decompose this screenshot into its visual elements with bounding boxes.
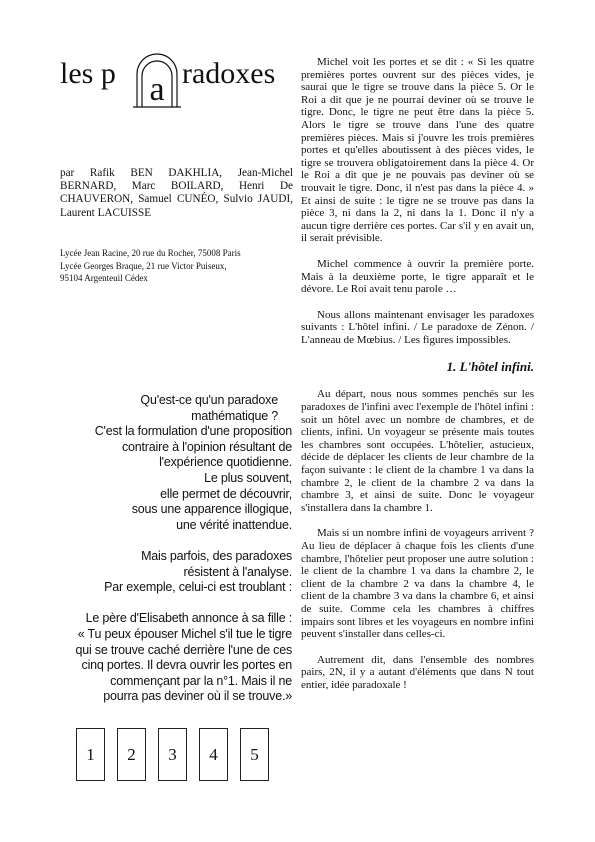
paragraph: Michel commence à ouvrir la première porte. Mais à la deuxième porte, le tigre apparaît et le dévore. Le Roi avait tenu parole … xyxy=(301,257,534,296)
paragraph: Autrement dit, dans l'ensemble des nombres pairs, 2N, il y a autant d'éléments que dans N tout entier, idée paradoxale ! xyxy=(301,653,534,691)
paragraph: Au départ, nous nous sommes penchés sur les paradoxes de l'infini avec l'exemple de l'hôtel infini : soit un hôtel avec un nombre de chambres, et de clients, infini. Un voyageur se présente mais toutes les chambres sont occupées. L'hôtelier, astucieux, décide de déplacer les clients de leur chambre de la façon suivante : le client de la chambre 1 va dans la chambre 2, le client de la chambre 2 va dans la chambre 3, et ainsi de suite. Donc le voyageur s'installera dans la chambre 1. xyxy=(301,388,534,514)
intro-definition: sous une apparence illogique, xyxy=(131,502,292,517)
section-title: 1. L'hôtel infini. xyxy=(446,359,534,375)
door-row xyxy=(76,728,276,781)
intro-story: qui se trouve caché derrière l'une de ces xyxy=(75,642,292,657)
paradox-logo-icon xyxy=(131,52,183,108)
intro-question: Qu'est-ce qu'un paradoxe xyxy=(140,393,278,407)
paragraph: Mais si un nombre infini de voyageurs arrivent ? Au lieu de déplacer à chaque fois les clients d'une chambre, l'hôtelier peut proposer une autre solution : le client de la chambre 1 va dans la chambre 2, le client de la chambre 2 va dans la chambre 4, le client de la chambre 3 va dans la chambre 6, et ainsi de suite. Comme cela les chambres à chiffres impairs sont libres et les voyageurs en nombre infini peuvent s'installer dans celles-ci. xyxy=(301,527,534,641)
intro-resist: Mais parfois, des paradoxes xyxy=(141,548,292,563)
intro-definition: l'expérience quotidienne. xyxy=(159,455,292,470)
page-title xyxy=(60,52,300,108)
door-5: 5 xyxy=(240,728,269,781)
door-1: 1 xyxy=(76,728,105,781)
title-suffix: radoxes xyxy=(182,57,276,90)
school-addresses xyxy=(60,247,293,285)
intro-resist: résistent à l'analyse. xyxy=(183,564,292,579)
paragraph: Michel voit les portes et se dit : « Si les quatre premières portes ouvrent sur des pièces vides, je saurai que le tigre se trouve dans la pièce 5. Or le Roi a dit que je ne pourrai deviner où se trouve le tigre. Donc, le tigre ne peut être dans la pièce 5. Alors le tigre se trouve dans l'une des quatre premières pièces. Mais si j'ouvre les trois premières portes et qu'elles aboutissent à des pièces vides, le tigre se trouvera obligatoirement dans la pièce 4. Or le Roi a dit que je ne pouvais pas deviner où se trouvait le tigre. Donc, il n'est pas dans la pièce 4. » Et ainsi de suite : le tigre ne se trouve pas dans la pièce 3, ni dans la 2, ni dans la 1. Donc il n'y a aucun tigre derrière ces portes. Car s'il y en avait un, il serait prévisible. xyxy=(301,56,534,245)
door-2: 2 xyxy=(117,728,146,781)
right-column xyxy=(301,56,534,692)
logo-letter: a xyxy=(149,71,165,108)
school-line: 95104 Argenteuil Cédex xyxy=(60,273,148,283)
title-prefix: les p xyxy=(60,57,116,90)
intro-definition: elle permet de découvrir, xyxy=(160,486,292,501)
school-line: Lycée Georges Braque, 21 rue Victor Puiseux, xyxy=(60,260,227,271)
door-4: 4 xyxy=(199,728,228,781)
intro-definition: C'est la formulation d'une proposition xyxy=(94,424,292,439)
intro-story: pourra pas deviner où il se trouve.» xyxy=(103,689,292,704)
intro-question: mathématique ? xyxy=(191,408,278,423)
intro-story: Le père d'Elisabeth annonce à sa fille : xyxy=(85,611,292,626)
author-list: par Rafik BEN DAKHLIA, Jean-Michel BERNARD, Marc BOILARD, Henri De CHAUVERON, Samuel CUNÉO, Sulvio JAUDI, Laurent LACUISSE xyxy=(60,167,293,219)
intro-definition: contraire à l'opinion résultant de xyxy=(121,439,292,454)
intro-story: cinq portes. Il devra ouvrir les portes en xyxy=(81,658,292,673)
paragraph: Nous allons maintenant envisager les paradoxes suivants : L'hôtel infini. / Le paradoxe de Zénon. / L'anneau de Mœbius. / Les figures impossibles. xyxy=(301,308,534,346)
intro-resist: Par exemple, celui-ci est troublant : xyxy=(104,580,292,595)
intro-story: commençant par la n°1. Mais il ne xyxy=(110,673,292,688)
intro-definition: Le plus souvent, xyxy=(204,470,292,485)
school-line: Lycée Jean Racine, 20 rue du Rocher, 75008 Paris xyxy=(60,248,241,258)
intro-text xyxy=(58,393,292,705)
door-3: 3 xyxy=(158,728,187,781)
intro-definition: une vérité inattendue. xyxy=(176,517,292,532)
intro-story: « Tu peux épouser Michel s'il tue le tigre xyxy=(77,626,292,641)
